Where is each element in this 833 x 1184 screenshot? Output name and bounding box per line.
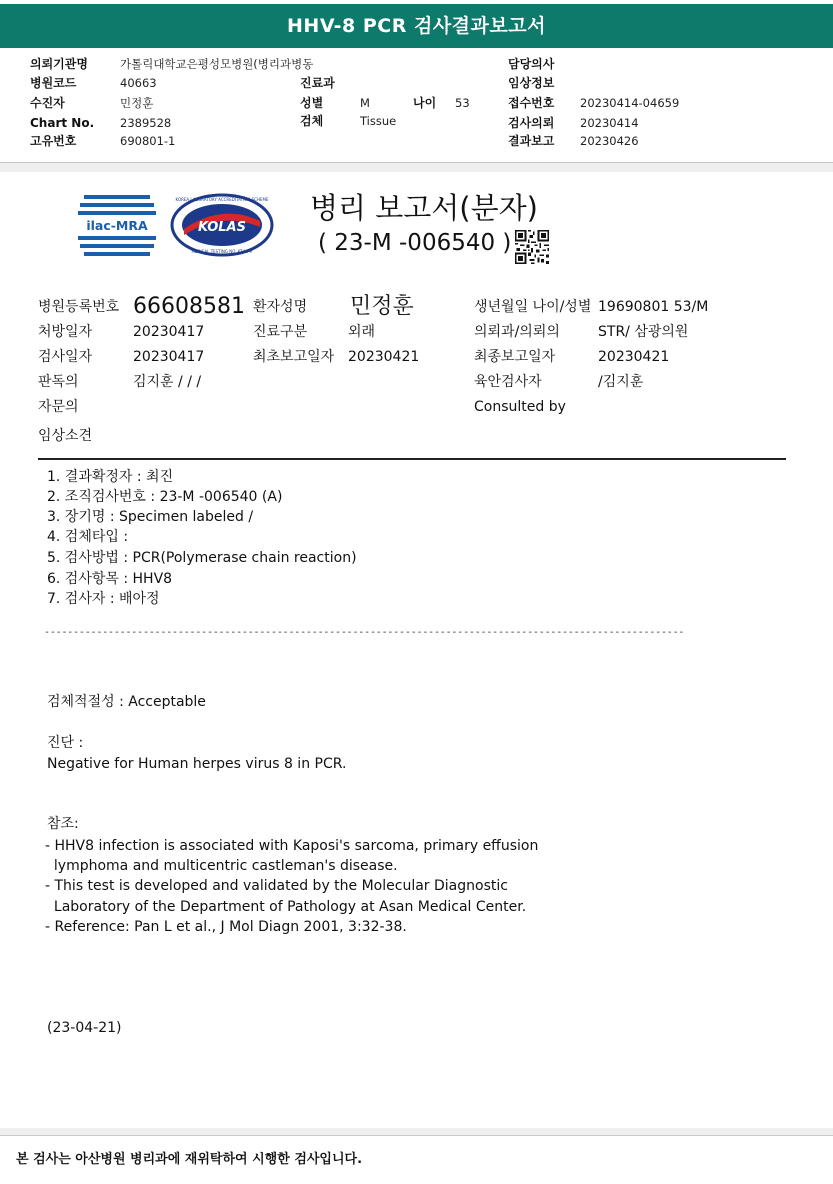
hospital-code-label: 병원코드 <box>30 76 77 90</box>
svg-text:KOREA LABORATORY ACCREDITATION: KOREA LABORATORY ACCREDITATION SCHEME <box>175 197 269 202</box>
rx-date-value: 20230417 <box>133 324 205 340</box>
exam-date-label: 검사일자 <box>38 349 93 365</box>
footer-note: 본 검사는 아산병원 병리과에 재위탁하여 시행한 검사입니다. <box>16 1152 363 1167</box>
detail-item: 4. 검체타입 : <box>47 529 129 545</box>
reader-label: 판독의 <box>38 374 79 390</box>
request-date-label: 검사의뢰 <box>508 116 555 130</box>
final-report-label: 최종보고일자 <box>474 349 556 365</box>
gross-examiner-value: /김지훈 <box>598 374 644 390</box>
detail-item: 3. 장기명 : Specimen labeled / <box>47 509 254 525</box>
clinical-info-label: 임상정보 <box>508 76 555 90</box>
sex-value: M <box>360 96 370 110</box>
header-separator <box>0 162 833 172</box>
chart-no-value: 2389528 <box>120 116 172 130</box>
consultant-label: 자문의 <box>38 399 79 415</box>
reg-no-value: 66608581 <box>133 294 245 319</box>
hospital-code-value: 40663 <box>120 76 157 90</box>
ref-dept-value: STR/ 삼광의원 <box>598 324 689 340</box>
final-report-value: 20230421 <box>598 349 670 365</box>
dob-value: 19690801 53/M <box>598 299 709 315</box>
note-line: Laboratory of the Department of Pathology at Asan Medical Center. <box>45 899 527 915</box>
svg-text:MEDICAL TESTING NO. KT###: MEDICAL TESTING NO. KT### <box>191 249 253 254</box>
doctor-label: 담당의사 <box>508 57 555 71</box>
report-title: 병리 보고서(분자) <box>310 191 538 225</box>
request-date-value: 20230414 <box>580 116 639 130</box>
specimen-label: 검체 <box>300 114 324 128</box>
unique-no-label: 고유번호 <box>30 134 77 148</box>
document-title: HHV-8 PCR 검사결과보고서 <box>0 4 833 48</box>
patient-name-label: 환자성명 <box>253 299 308 315</box>
reference-label: 참조: <box>47 816 79 832</box>
reader-value: 김지훈 / / / <box>133 374 202 390</box>
accession-no-value: 20230414-04659 <box>580 96 680 110</box>
exam-date-value: 20230417 <box>133 349 205 365</box>
result-date-label: 결과보고 <box>508 134 555 148</box>
note-line: - Reference: Pan L et al., J Mol Diagn 2001, 3:32-38. <box>45 919 407 935</box>
kolas-logo-text: KOLAS <box>197 220 247 235</box>
detail-item: 6. 검사항목 : HHV8 <box>47 571 173 587</box>
reg-no-label: 병원등록번호 <box>38 299 120 315</box>
institution-label: 의뢰기관명 <box>30 57 88 71</box>
result-date-value: 20230426 <box>580 134 639 148</box>
dashed-divider: -------------------------------------------------------------------------------------------------------------- <box>44 627 685 638</box>
gross-examiner-label: 육안검사자 <box>474 374 542 390</box>
institution-value: 가톨릭대학교은평성모병원(병리과병동 <box>120 57 314 71</box>
patient-name-value: 민정훈 <box>350 294 414 319</box>
consulted-by-label: Consulted by <box>474 399 566 415</box>
ilac-logo-text: ilac-MRA <box>86 218 148 233</box>
report-number: ( 23-M -006540 ) <box>318 230 512 256</box>
examinee-value: 민정훈 <box>120 96 154 110</box>
ilac-mra-logo <box>78 186 156 264</box>
diagnosis-label: 진단 : <box>47 735 84 751</box>
detail-item: 7. 검사자 : 배아정 <box>47 591 160 607</box>
note-line: - HHV8 infection is associated with Kaposi's sarcoma, primary effusion <box>45 838 539 854</box>
department-label: 진료과 <box>300 76 335 90</box>
dob-label: 생년월일 나이/성별 <box>474 299 592 315</box>
age-label: 나이 <box>413 96 437 110</box>
detail-item: 5. 검사방법 : PCR(Polymerase chain reaction) <box>47 550 357 566</box>
qr-code-icon <box>515 230 549 264</box>
ref-dept-label: 의뢰과/의뢰의 <box>474 324 560 340</box>
chart-no-label: Chart No. <box>30 116 95 130</box>
report-date: (23-04-21) <box>47 1020 122 1036</box>
specimen-value: Tissue <box>360 114 397 128</box>
visit-type-value: 외래 <box>348 324 376 340</box>
footer-separator <box>0 1128 833 1136</box>
note-line: lymphoma and multicentric castleman's disease. <box>45 858 398 874</box>
unique-no-value: 690801-1 <box>120 134 176 148</box>
specimen-adequacy: 검체적절성 : Acceptable <box>47 694 206 710</box>
diagnosis-text: Negative for Human herpes virus 8 in PCR. <box>47 756 347 772</box>
note-line: - This test is developed and validated by the Molecular Diagnostic <box>45 878 508 894</box>
rx-date-label: 처방일자 <box>38 324 93 340</box>
accession-no-label: 접수번호 <box>508 96 555 110</box>
examinee-label: 수진자 <box>30 96 65 110</box>
age-value: 53 <box>455 96 470 110</box>
detail-item: 1. 결과확정자 : 최진 <box>47 469 174 485</box>
sex-label: 성별 <box>300 96 324 110</box>
section-divider <box>38 458 786 460</box>
first-report-value: 20230421 <box>348 349 420 365</box>
clinical-findings-label: 임상소견 <box>38 428 93 444</box>
detail-item: 2. 조직검사번호 : 23-M -006540 (A) <box>47 489 283 505</box>
kolas-logo <box>170 193 274 257</box>
first-report-label: 최초보고일자 <box>253 349 335 365</box>
visit-type-label: 진료구분 <box>253 324 308 340</box>
